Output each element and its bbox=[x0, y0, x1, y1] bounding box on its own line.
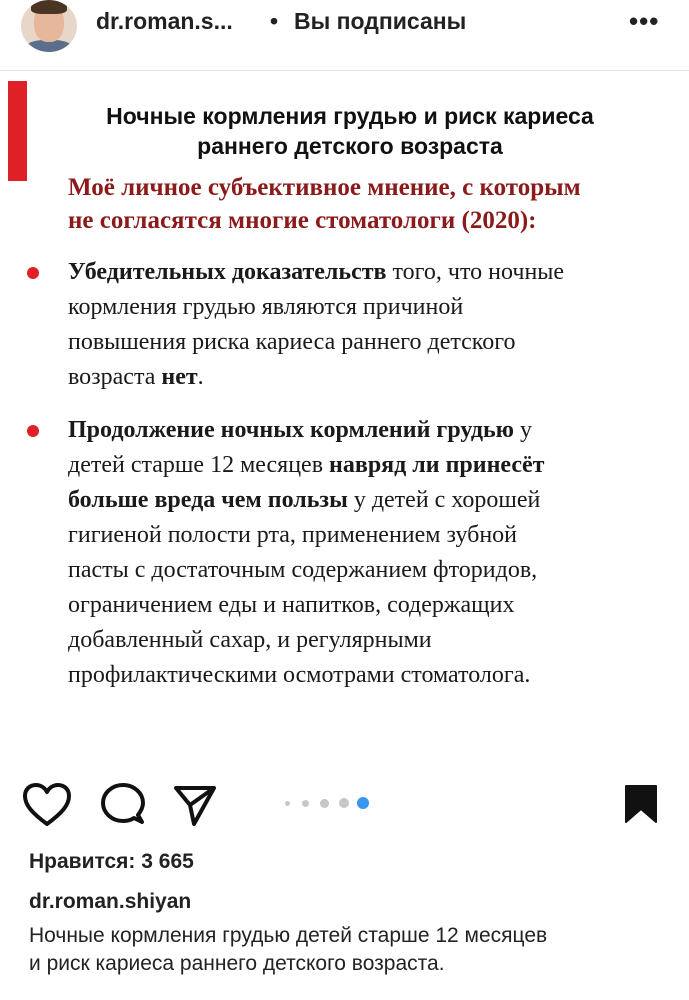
bullet-dot-2 bbox=[27, 425, 39, 437]
bullet-paragraph-2 bbox=[68, 413, 668, 693]
b1-l2: кормления грудью являются причиной bbox=[68, 294, 464, 320]
more-horizontal-icon[interactable]: ••• bbox=[629, 6, 660, 36]
post-header bbox=[0, 0, 689, 64]
b2-l3-bold: больше вреда чем пользы bbox=[68, 487, 348, 513]
b2-l6: ограничением еды и напитков, содержащих bbox=[68, 592, 515, 618]
b2-l7: добавленный сахар, и регулярными bbox=[68, 627, 432, 653]
caption-line2: и риск кариеса раннего детского возраста. bbox=[29, 952, 445, 975]
caption-author-link[interactable]: dr.roman.shiyan bbox=[29, 890, 192, 913]
bookmark-icon[interactable] bbox=[624, 784, 658, 824]
bullet-dot-1 bbox=[27, 267, 39, 279]
avatar[interactable] bbox=[21, 0, 77, 52]
caption-line1: Ночные кормления грудью детей старше 12 месяцев bbox=[29, 924, 548, 947]
slide-title-line2: раннего детского возраста bbox=[197, 133, 503, 159]
b2-l1-rest: у bbox=[514, 417, 533, 443]
b1-l1-rest: того, что ночные bbox=[386, 259, 565, 285]
b1-l4-bold: нет bbox=[161, 364, 198, 390]
send-icon[interactable] bbox=[172, 784, 218, 828]
carousel-dot-1 bbox=[285, 801, 290, 806]
comment-icon[interactable] bbox=[100, 782, 146, 828]
b1-bold: Убедительных доказательств bbox=[68, 259, 387, 285]
b1-l4-end: . bbox=[197, 364, 204, 390]
header-separator: • bbox=[270, 8, 279, 34]
post-slide[interactable] bbox=[0, 71, 689, 771]
slide-subtitle bbox=[68, 171, 678, 237]
subtitle-line1: Моё личное субъективное мнение, с которым bbox=[68, 174, 581, 201]
b2-l3-rest: у детей с хорошей bbox=[347, 487, 541, 513]
carousel-dot-4 bbox=[339, 798, 349, 808]
follow-status-button[interactable]: Вы подписаны bbox=[294, 8, 467, 34]
b2-l5: пасты с достаточным содержанием фторидов, bbox=[68, 557, 538, 583]
b2-l2-bold: навряд ли принесёт bbox=[329, 452, 545, 478]
slide-title bbox=[40, 101, 660, 161]
carousel-dot-5-active bbox=[357, 797, 369, 809]
b2-l4: гигиеной полости рта, применением зубной bbox=[68, 522, 518, 548]
b1-l4-text: возраста bbox=[68, 364, 162, 390]
b2-l2-text: детей старше 12 месяцев bbox=[68, 452, 330, 478]
bullet-paragraph-1 bbox=[68, 255, 668, 395]
carousel-dot-3 bbox=[320, 799, 329, 808]
caption-text bbox=[29, 922, 669, 978]
likes-count-text[interactable] bbox=[29, 850, 194, 874]
likes-count: 3 665 bbox=[141, 850, 194, 873]
likes-label: Нравится: bbox=[29, 850, 136, 873]
b2-l8: профилактическими осмотрами стоматолога. bbox=[68, 662, 531, 688]
accent-bar bbox=[8, 81, 27, 181]
b2-l1-bold: Продолжение ночных кормлений грудью bbox=[68, 417, 515, 443]
b1-l3: повышения риска кариеса раннего детского bbox=[68, 329, 516, 355]
heart-icon[interactable] bbox=[22, 782, 72, 828]
carousel-dot-2 bbox=[302, 800, 309, 807]
subtitle-line2: не согласятся многие стоматологи (2020): bbox=[68, 207, 537, 234]
username-link[interactable]: dr.roman.s... bbox=[96, 8, 233, 34]
avatar-hair bbox=[31, 0, 67, 14]
slide-title-line1: Ночные кормления грудью и риск кариеса bbox=[106, 103, 594, 129]
